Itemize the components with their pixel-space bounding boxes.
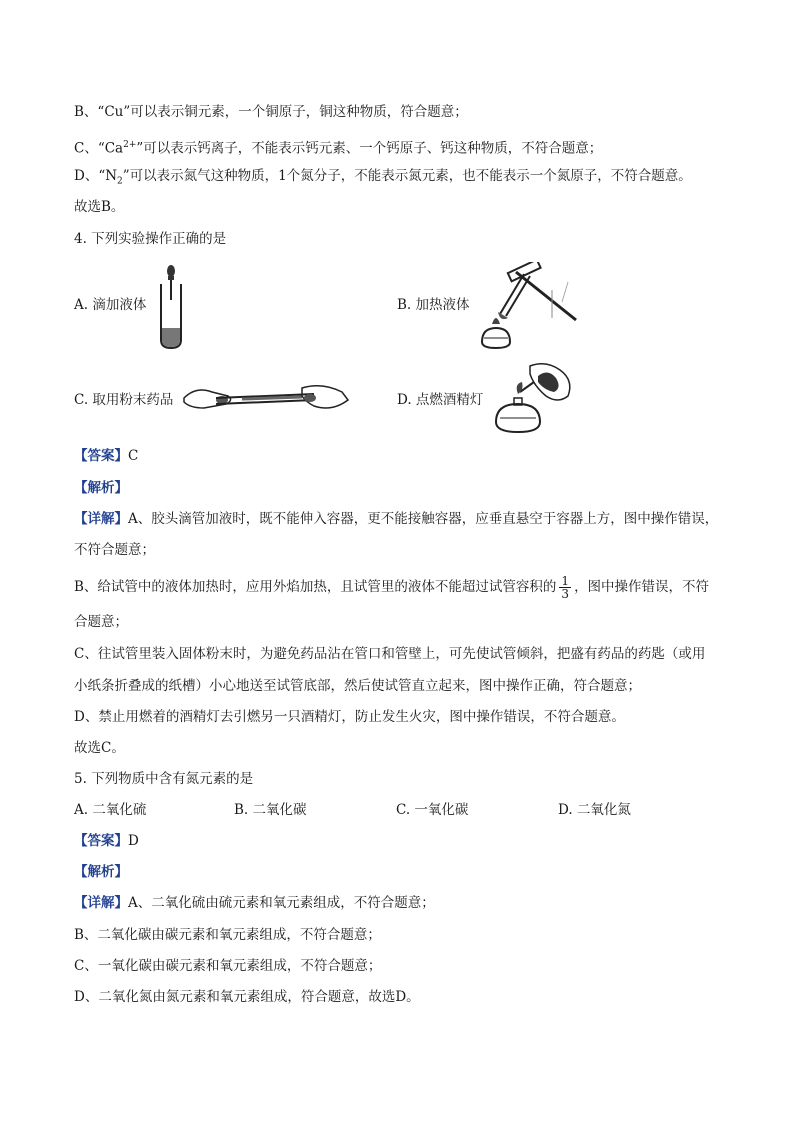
q5-option-d: D. 二氧化氮	[558, 802, 631, 818]
heating-liquid-figure	[472, 262, 582, 358]
question-5-stem: 5. 下列物质中含有氮元素的是	[74, 771, 254, 787]
q4-detail-b-line1: B、给试管中的液体加热时，应用外焰加热，且试管里的液体不能超过试管容积的 $\frac{1}{3}$ ，图中操作错误，不符	[74, 574, 710, 601]
question-4-stem: 4. 下列实验操作正确的是	[74, 231, 227, 247]
q4-option-a: A. 滴加液体	[74, 297, 147, 313]
prev-conclusion: 故选B。	[74, 199, 125, 215]
q5-option-b: B. 二氧化碳	[234, 802, 307, 818]
prev-option-b-explanation: B、“Cu”可以表示铜元素，一个铜原子，铜这种物质，符合题意；	[74, 104, 468, 120]
q5-answer: 【答案】D	[74, 833, 139, 849]
dropper-test-tube-figure	[152, 262, 192, 354]
q5-detail-c: C、一氧化碳由碳元素和氧元素组成，不符合题意；	[74, 958, 382, 974]
prev-option-d-explanation: D、“$N_2$”可以表示氮气这种物质，1个氮分子，不能表示氮元素，也不能表示一个氮原子，不符合题意。	[74, 168, 692, 187]
q5-detail-a: 【详解】A、二氧化硫由硫元素和氧元素组成，不符合题意；	[74, 895, 435, 911]
q4-detail-c-line2: 小纸条折叠成的纸槽）小心地送至试管底部，然后使试管直立起来，图中操作正确，符合题意；	[74, 678, 641, 694]
powder-into-tube-figure	[182, 378, 352, 422]
q5-option-a: A. 二氧化硫	[74, 802, 147, 818]
q5-analysis-heading: 【解析】	[74, 864, 128, 880]
q4-detail-a-line2: 不符合题意；	[74, 542, 155, 558]
q5-option-c: C. 一氧化碳	[396, 802, 469, 818]
q5-detail-b: B、二氧化碳由碳元素和氧元素组成，不符合题意；	[74, 927, 381, 943]
q4-option-c: C. 取用粉末药品	[74, 392, 174, 408]
prev-option-c-explanation: C、“$Ca^{2+}$”可以表示钙离子，不能表示钙元素、一个钙原子、钙这种物质，不符合题意；	[74, 140, 603, 157]
q4-conclusion: 故选C。	[74, 740, 125, 756]
q4-detail-c-line1: C、往试管里装入固体粉末时，为避免药品沾在管口和管壁上，可先使试管倾斜，把盛有药品的药匙（或用	[74, 646, 706, 662]
fraction-one-third: $\frac{1}{3}$	[561, 574, 570, 601]
q4-detail-b-line2: 合题意；	[74, 614, 128, 630]
q4-analysis-heading: 【解析】	[74, 480, 128, 496]
q4-detail-a-line1: 【详解】A、胶头滴管加液时，既不能伸入容器，更不能接触容器，应垂直悬空于容器上方，图中操作错误，	[74, 511, 719, 527]
q4-answer: 【答案】C	[74, 448, 139, 464]
q4-option-d: D. 点燃酒精灯	[397, 392, 484, 408]
q4-detail-d: D、禁止用燃着的酒精灯去引燃另一只酒精灯，防止发生火灾，图中操作错误，不符合题意。	[74, 709, 625, 725]
q4-option-b: B. 加热液体	[397, 297, 470, 313]
lighting-lamp-figure	[488, 360, 588, 440]
q5-detail-d: D、二氧化氮由氮元素和氧元素组成，符合题意，故选D。	[74, 989, 420, 1005]
